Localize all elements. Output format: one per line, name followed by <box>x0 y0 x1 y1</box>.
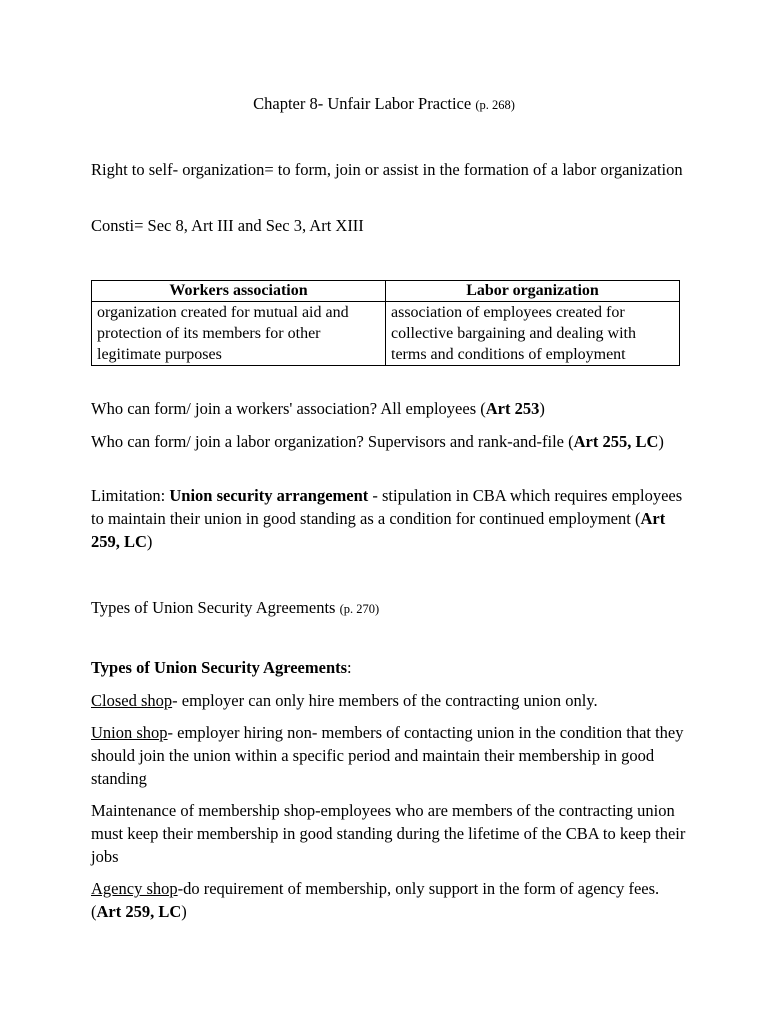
agency-shop <box>91 877 691 923</box>
table-row <box>92 302 680 366</box>
types-heading <box>91 596 691 621</box>
union-shop <box>91 721 691 790</box>
question-text: Who can form/ join a labor organization? Supervisors and rank-and-file ( <box>91 432 574 451</box>
types-heading-text: Types of Union Security Agreements <box>91 598 336 617</box>
paren-close: ) <box>539 399 545 418</box>
closed-shop <box>91 689 691 712</box>
limitation-paragraph <box>91 484 691 553</box>
paren-close: ) <box>146 532 153 551</box>
table-header-row <box>92 281 680 302</box>
types-heading-page-ref: (p. 270) <box>339 602 380 616</box>
paren-close: ) <box>181 902 187 921</box>
agency-shop-definition: -do requirement of membership, only support in the form of agency fees. ( <box>91 879 660 921</box>
article-reference: Art 259, LC <box>96 902 182 921</box>
page-title <box>0 94 768 115</box>
union-shop-term: Union shop <box>91 723 168 742</box>
table-cell: organization created for mutual aid and protection of its members for other legitimate purposes <box>92 302 386 366</box>
types-bold-heading <box>91 656 691 679</box>
article-reference: Art 255, LC <box>573 432 659 451</box>
question-text: Who can form/ join a workers' association? All employees ( <box>91 399 486 418</box>
closed-shop-definition: - employer can only hire members of the contracting union only. <box>172 691 598 710</box>
types-bold-text: Types of Union Security Agreements <box>91 658 348 677</box>
agency-shop-term: Agency shop <box>91 879 178 898</box>
table-header-cell: Workers association <box>92 281 386 302</box>
paren-close: ) <box>658 432 664 451</box>
types-colon: : <box>347 658 352 677</box>
constitution-reference: Consti= Sec 8, Art III and Sec 3, Art XIII <box>91 216 364 235</box>
article-reference: Art 259, LC <box>91 509 666 551</box>
limitation-lead: Limitation: <box>91 486 170 505</box>
table-header-cell: Labor organization <box>386 281 680 302</box>
limitation-definition: - stipulation in CBA which requires employees to maintain their union in good standing as a condition for continued employment ( <box>91 486 683 528</box>
title-page-ref: (p. 268) <box>475 98 515 112</box>
maintenance-of-membership: Maintenance of membership shop-employees who are members of the contracting union must keep their membership in good standing during the lifetime of the CBA to keep their jobs <box>91 801 686 866</box>
article-reference: Art 253 <box>485 399 540 418</box>
closed-shop-term: Closed shop <box>91 691 173 710</box>
comparison-table <box>91 280 680 366</box>
workers-association-question <box>91 397 691 420</box>
union-shop-definition: - employer hiring non- members of contacting union in the condition that they should join the union within a specific period and maintain their membership in good standing <box>91 723 684 788</box>
limitation-term: Union security arrangement <box>169 486 369 505</box>
title-text: Chapter 8- Unfair Labor Practice <box>253 94 472 113</box>
right-to-self-organization: Right to self- organization= to form, join or assist in the formation of a labor organization <box>91 160 683 179</box>
labor-organization-question <box>91 430 691 453</box>
table-cell: association of employees created for collective bargaining and dealing with terms and conditions of employment <box>386 302 680 366</box>
